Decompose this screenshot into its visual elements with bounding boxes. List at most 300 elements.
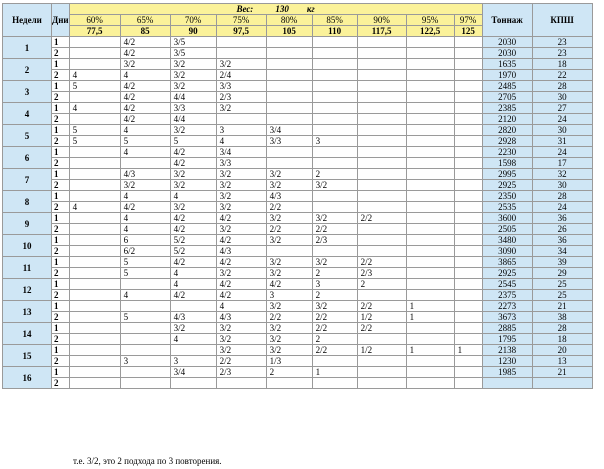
sets-reps-cell[interactable]: 3/4 [216,147,266,158]
sets-reps-cell[interactable] [69,279,120,290]
sets-reps-cell[interactable]: 3/2 [216,202,266,213]
sets-reps-cell[interactable] [454,92,482,103]
sets-reps-cell[interactable]: 2/2 [266,202,312,213]
week-number[interactable]: 12 [3,279,52,301]
sets-reps-cell[interactable]: 3 [120,356,170,367]
tonnage-cell[interactable]: 2350 [482,191,532,202]
sets-reps-cell[interactable] [69,323,120,334]
sets-reps-cell[interactable]: 3/2 [266,345,312,356]
sets-reps-cell[interactable]: 3/2 [216,334,266,345]
sets-reps-cell[interactable] [357,92,406,103]
sets-reps-cell[interactable] [216,48,266,59]
ksh-cell[interactable]: 31 [532,136,592,147]
sets-reps-cell[interactable] [454,114,482,125]
ksh-cell[interactable]: 21 [532,301,592,312]
weight-kg-header[interactable]: 105 [266,26,312,37]
sets-reps-cell[interactable] [266,246,312,257]
tonnage-cell[interactable]: 3865 [482,257,532,268]
day-number[interactable]: 2 [52,92,70,103]
sets-reps-cell[interactable] [454,147,482,158]
sets-reps-cell[interactable] [357,191,406,202]
ksh-cell[interactable]: 24 [532,202,592,213]
tonnage-cell[interactable]: 2030 [482,37,532,48]
sets-reps-cell[interactable]: 5 [120,257,170,268]
sets-reps-cell[interactable] [357,125,406,136]
week-number[interactable]: 11 [3,257,52,279]
percent-header[interactable]: 65% [120,15,170,26]
sets-reps-cell[interactable] [357,378,406,389]
weight-kg-header[interactable]: 97,5 [216,26,266,37]
day-number[interactable]: 2 [52,290,70,301]
sets-reps-cell[interactable] [406,114,454,125]
week-number[interactable]: 1 [3,37,52,59]
sets-reps-cell[interactable]: 3/3 [216,81,266,92]
sets-reps-cell[interactable] [357,224,406,235]
ksh-cell[interactable]: 28 [532,81,592,92]
sets-reps-cell[interactable]: 4/3 [216,312,266,323]
sets-reps-cell[interactable] [170,345,216,356]
sets-reps-cell[interactable] [120,334,170,345]
sets-reps-cell[interactable]: 4 [120,125,170,136]
sets-reps-cell[interactable]: 4/3 [266,191,312,202]
tonnage-cell[interactable]: 2705 [482,92,532,103]
sets-reps-cell[interactable] [170,301,216,312]
sets-reps-cell[interactable]: 4 [170,268,216,279]
sets-reps-cell[interactable]: 4 [120,213,170,224]
sets-reps-cell[interactable] [69,345,120,356]
sets-reps-cell[interactable]: 3/2 [216,103,266,114]
sets-reps-cell[interactable] [266,92,312,103]
weight-kg-header[interactable]: 85 [120,26,170,37]
ksh-cell[interactable]: 17 [532,158,592,169]
sets-reps-cell[interactable] [312,114,357,125]
sets-reps-cell[interactable] [266,378,312,389]
week-number[interactable]: 10 [3,235,52,257]
sets-reps-cell[interactable] [454,268,482,279]
tonnage-cell[interactable]: 2545 [482,279,532,290]
tonnage-cell[interactable]: 1795 [482,334,532,345]
ksh-cell[interactable]: 36 [532,213,592,224]
sets-reps-cell[interactable] [406,378,454,389]
sets-reps-cell[interactable]: 3/2 [216,345,266,356]
days-header[interactable]: Дни [52,4,70,37]
sets-reps-cell[interactable] [266,114,312,125]
ksh-cell[interactable]: 27 [532,103,592,114]
sets-reps-cell[interactable]: 1 [312,367,357,378]
day-number[interactable]: 2 [52,378,70,389]
sets-reps-cell[interactable]: 4/2 [216,213,266,224]
percent-header[interactable]: 90% [357,15,406,26]
tonnage-cell[interactable]: 2535 [482,202,532,213]
sets-reps-cell[interactable] [406,70,454,81]
week-number[interactable]: 3 [3,81,52,103]
sets-reps-cell[interactable] [454,279,482,290]
sets-reps-cell[interactable] [312,48,357,59]
sets-reps-cell[interactable] [454,378,482,389]
ksh-cell[interactable]: 24 [532,147,592,158]
sets-reps-cell[interactable] [69,290,120,301]
day-number[interactable]: 1 [52,257,70,268]
day-number[interactable]: 2 [52,268,70,279]
ksh-cell[interactable]: 23 [532,37,592,48]
day-number[interactable]: 1 [52,279,70,290]
sets-reps-cell[interactable]: 5 [69,81,120,92]
sets-reps-cell[interactable]: 2 [266,367,312,378]
percent-header[interactable]: 97% [454,15,482,26]
sets-reps-cell[interactable]: 3 [312,279,357,290]
sets-reps-cell[interactable] [406,37,454,48]
sets-reps-cell[interactable]: 4/3 [120,169,170,180]
ksh-cell[interactable]: 28 [532,323,592,334]
tonnage-cell[interactable]: 1598 [482,158,532,169]
sets-reps-cell[interactable]: 2/3 [312,235,357,246]
sets-reps-cell[interactable] [357,334,406,345]
sets-reps-cell[interactable] [406,356,454,367]
sets-reps-cell[interactable]: 3/5 [170,37,216,48]
sets-reps-cell[interactable] [454,334,482,345]
percent-header[interactable]: 70% [170,15,216,26]
week-number[interactable]: 2 [3,59,52,81]
sets-reps-cell[interactable]: 3/2 [312,180,357,191]
week-number[interactable]: 16 [3,367,52,389]
sets-reps-cell[interactable]: 4 [170,279,216,290]
week-number[interactable]: 9 [3,213,52,235]
sets-reps-cell[interactable] [406,180,454,191]
sets-reps-cell[interactable] [69,356,120,367]
sets-reps-cell[interactable] [312,81,357,92]
sets-reps-cell[interactable]: 2/2 [312,224,357,235]
sets-reps-cell[interactable]: 2/4 [216,70,266,81]
sets-reps-cell[interactable]: 3/5 [170,48,216,59]
sets-reps-cell[interactable] [120,367,170,378]
ksh-cell[interactable]: 21 [532,367,592,378]
ksh-cell[interactable]: 20 [532,345,592,356]
sets-reps-cell[interactable]: 1/3 [266,356,312,367]
tonnage-cell[interactable]: 2820 [482,125,532,136]
sets-reps-cell[interactable]: 4 [170,191,216,202]
sets-reps-cell[interactable] [454,224,482,235]
sets-reps-cell[interactable] [406,290,454,301]
sets-reps-cell[interactable] [454,81,482,92]
sets-reps-cell[interactable] [69,213,120,224]
day-number[interactable]: 2 [52,70,70,81]
sets-reps-cell[interactable]: 2 [357,279,406,290]
sets-reps-cell[interactable] [266,147,312,158]
tonnage-cell[interactable]: 2925 [482,268,532,279]
sets-reps-cell[interactable] [312,246,357,257]
sets-reps-cell[interactable]: 3/2 [216,191,266,202]
sets-reps-cell[interactable]: 4/2 [170,257,216,268]
sets-reps-cell[interactable] [357,246,406,257]
week-number[interactable]: 14 [3,323,52,345]
sets-reps-cell[interactable]: 4/2 [266,279,312,290]
sets-reps-cell[interactable]: 3/3 [266,136,312,147]
sets-reps-cell[interactable]: 1 [406,301,454,312]
sets-reps-cell[interactable]: 2/2 [357,301,406,312]
tonnage-cell[interactable]: 2030 [482,48,532,59]
weeks-header[interactable]: Недели [3,4,52,37]
sets-reps-cell[interactable]: 4/3 [216,246,266,257]
tonnage-cell[interactable]: 2273 [482,301,532,312]
sets-reps-cell[interactable]: 2 [312,268,357,279]
sets-reps-cell[interactable] [406,81,454,92]
sets-reps-cell[interactable] [69,48,120,59]
sets-reps-cell[interactable]: 3/2 [120,180,170,191]
sets-reps-cell[interactable] [357,235,406,246]
day-number[interactable]: 1 [52,125,70,136]
weight-kg-header[interactable]: 90 [170,26,216,37]
sets-reps-cell[interactable] [69,378,120,389]
sets-reps-cell[interactable] [69,235,120,246]
sets-reps-cell[interactable]: 2/3 [216,367,266,378]
day-number[interactable]: 1 [52,323,70,334]
sets-reps-cell[interactable] [312,147,357,158]
sets-reps-cell[interactable] [120,158,170,169]
ksh-cell[interactable]: 23 [532,48,592,59]
sets-reps-cell[interactable]: 3/2 [312,257,357,268]
ksh-cell[interactable]: 30 [532,125,592,136]
sets-reps-cell[interactable]: 2/3 [357,268,406,279]
day-number[interactable]: 2 [52,356,70,367]
tonnage-cell[interactable]: 2385 [482,103,532,114]
day-number[interactable]: 1 [52,81,70,92]
tonnage-cell[interactable]: 2885 [482,323,532,334]
tonnage-cell[interactable] [482,378,532,389]
sets-reps-cell[interactable] [120,345,170,356]
sets-reps-cell[interactable] [312,378,357,389]
ksh-cell[interactable]: 18 [532,59,592,70]
tonnage-cell[interactable]: 1635 [482,59,532,70]
week-number[interactable]: 7 [3,169,52,191]
sets-reps-cell[interactable] [357,367,406,378]
sets-reps-cell[interactable] [406,268,454,279]
sets-reps-cell[interactable] [454,125,482,136]
tonnage-cell[interactable]: 2925 [482,180,532,191]
sets-reps-cell[interactable] [406,224,454,235]
sets-reps-cell[interactable] [406,48,454,59]
day-number[interactable]: 2 [52,114,70,125]
sets-reps-cell[interactable]: 5 [120,312,170,323]
sets-reps-cell[interactable] [216,378,266,389]
sets-reps-cell[interactable] [120,323,170,334]
sets-reps-cell[interactable] [216,114,266,125]
sets-reps-cell[interactable]: 3/2 [266,301,312,312]
sets-reps-cell[interactable]: 2/2 [216,356,266,367]
sets-reps-cell[interactable] [266,48,312,59]
sets-reps-cell[interactable]: 3/3 [216,158,266,169]
sets-reps-cell[interactable] [406,235,454,246]
sets-reps-cell[interactable] [216,37,266,48]
sets-reps-cell[interactable]: 3/2 [266,257,312,268]
sets-reps-cell[interactable]: 3/2 [266,334,312,345]
weight-kg-header[interactable]: 125 [454,26,482,37]
sets-reps-cell[interactable] [357,59,406,70]
sets-reps-cell[interactable]: 4/4 [170,114,216,125]
ksh-cell[interactable]: 32 [532,169,592,180]
sets-reps-cell[interactable] [406,213,454,224]
tonnage-cell[interactable]: 2230 [482,147,532,158]
sets-reps-cell[interactable] [406,92,454,103]
sets-reps-cell[interactable]: 3/2 [170,180,216,191]
sets-reps-cell[interactable] [69,367,120,378]
sets-reps-cell[interactable] [406,334,454,345]
sets-reps-cell[interactable]: 2/2 [357,257,406,268]
ksh-cell[interactable]: 13 [532,356,592,367]
ksh-cell[interactable]: 18 [532,334,592,345]
sets-reps-cell[interactable] [120,378,170,389]
sets-reps-cell[interactable] [357,81,406,92]
day-number[interactable]: 2 [52,246,70,257]
sets-reps-cell[interactable]: 3/2 [120,59,170,70]
day-number[interactable]: 1 [52,213,70,224]
sets-reps-cell[interactable] [69,312,120,323]
sets-reps-cell[interactable] [357,103,406,114]
sets-reps-cell[interactable] [69,268,120,279]
sets-reps-cell[interactable]: 4/2 [120,48,170,59]
ksh-cell[interactable]: 34 [532,246,592,257]
sets-reps-cell[interactable]: 4 [216,301,266,312]
sets-reps-cell[interactable]: 5 [69,125,120,136]
sets-reps-cell[interactable]: 1 [406,312,454,323]
ksh-cell[interactable]: 30 [532,92,592,103]
sets-reps-cell[interactable] [454,103,482,114]
sets-reps-cell[interactable] [406,323,454,334]
sets-reps-cell[interactable] [357,114,406,125]
sets-reps-cell[interactable] [454,37,482,48]
sets-reps-cell[interactable] [69,180,120,191]
percent-header[interactable]: 80% [266,15,312,26]
sets-reps-cell[interactable] [266,158,312,169]
ksh-cell[interactable]: 29 [532,268,592,279]
sets-reps-cell[interactable] [406,158,454,169]
sets-reps-cell[interactable] [69,37,120,48]
sets-reps-cell[interactable] [454,191,482,202]
sets-reps-cell[interactable] [406,147,454,158]
sets-reps-cell[interactable] [454,301,482,312]
sets-reps-cell[interactable] [357,169,406,180]
sets-reps-cell[interactable] [312,202,357,213]
sets-reps-cell[interactable]: 3/4 [266,125,312,136]
percent-header[interactable]: 75% [216,15,266,26]
sets-reps-cell[interactable] [357,147,406,158]
sets-reps-cell[interactable] [454,158,482,169]
tonnage-cell[interactable]: 2505 [482,224,532,235]
sets-reps-cell[interactable] [454,136,482,147]
sets-reps-cell[interactable]: 1 [454,345,482,356]
sets-reps-cell[interactable]: 4 [69,70,120,81]
sets-reps-cell[interactable] [312,37,357,48]
sets-reps-cell[interactable]: 4/3 [170,312,216,323]
sets-reps-cell[interactable] [266,81,312,92]
sets-reps-cell[interactable]: 4 [69,103,120,114]
sets-reps-cell[interactable]: 4 [120,224,170,235]
sets-reps-cell[interactable]: 4/2 [170,158,216,169]
sets-reps-cell[interactable]: 3/2 [266,323,312,334]
sets-reps-cell[interactable] [454,257,482,268]
ksh-cell[interactable]: 25 [532,279,592,290]
sets-reps-cell[interactable]: 4 [120,147,170,158]
sets-reps-cell[interactable] [312,191,357,202]
weight-kg-header[interactable]: 117,5 [357,26,406,37]
sets-reps-cell[interactable] [69,301,120,312]
tonnage-cell[interactable]: 3673 [482,312,532,323]
sets-reps-cell[interactable]: 2 [312,334,357,345]
sets-reps-cell[interactable] [406,367,454,378]
sets-reps-cell[interactable]: 3 [266,290,312,301]
sets-reps-cell[interactable] [454,202,482,213]
sets-reps-cell[interactable] [69,191,120,202]
tonnage-cell[interactable]: 3600 [482,213,532,224]
sets-reps-cell[interactable] [312,70,357,81]
sets-reps-cell[interactable]: 3/2 [266,235,312,246]
sets-reps-cell[interactable]: 4/2 [120,81,170,92]
sets-reps-cell[interactable]: 3 [216,125,266,136]
day-number[interactable]: 2 [52,312,70,323]
sets-reps-cell[interactable] [69,246,120,257]
sets-reps-cell[interactable]: 2/2 [312,312,357,323]
sets-reps-cell[interactable]: 1 [406,345,454,356]
sets-reps-cell[interactable]: 4/2 [120,37,170,48]
sets-reps-cell[interactable] [454,356,482,367]
sets-reps-cell[interactable]: 5 [120,268,170,279]
day-number[interactable]: 2 [52,136,70,147]
sets-reps-cell[interactable] [266,103,312,114]
sets-reps-cell[interactable]: 1/2 [357,312,406,323]
sets-reps-cell[interactable] [312,356,357,367]
ksh-header[interactable]: КПШ [532,4,592,37]
sets-reps-cell[interactable]: 3/2 [216,59,266,70]
sets-reps-cell[interactable] [120,301,170,312]
sets-reps-cell[interactable]: 3/2 [170,125,216,136]
weight-kg-header[interactable]: 110 [312,26,357,37]
tonnage-cell[interactable]: 1985 [482,367,532,378]
sets-reps-cell[interactable] [357,180,406,191]
ksh-cell[interactable]: 25 [532,290,592,301]
week-number[interactable]: 4 [3,103,52,125]
sets-reps-cell[interactable]: 5 [120,136,170,147]
sets-reps-cell[interactable] [406,59,454,70]
percent-header[interactable]: 95% [406,15,454,26]
tonnage-cell[interactable]: 2120 [482,114,532,125]
sets-reps-cell[interactable]: 3/2 [266,180,312,191]
sets-reps-cell[interactable]: 3/2 [266,268,312,279]
sets-reps-cell[interactable]: 2/2 [266,224,312,235]
sets-reps-cell[interactable]: 3/2 [170,70,216,81]
ksh-cell[interactable] [532,378,592,389]
sets-reps-cell[interactable]: 1/2 [357,345,406,356]
day-number[interactable]: 1 [52,147,70,158]
sets-reps-cell[interactable]: 3/2 [312,301,357,312]
sets-reps-cell[interactable] [406,125,454,136]
sets-reps-cell[interactable]: 4/2 [216,257,266,268]
day-number[interactable]: 1 [52,301,70,312]
sets-reps-cell[interactable] [69,114,120,125]
sets-reps-cell[interactable]: 3/2 [266,213,312,224]
sets-reps-cell[interactable] [454,59,482,70]
sets-reps-cell[interactable]: 4/2 [216,279,266,290]
sets-reps-cell[interactable] [357,158,406,169]
sets-reps-cell[interactable] [454,246,482,257]
sets-reps-cell[interactable] [266,59,312,70]
sets-reps-cell[interactable] [266,37,312,48]
sets-reps-cell[interactable]: 4/2 [170,213,216,224]
day-number[interactable]: 2 [52,224,70,235]
sets-reps-cell[interactable] [69,334,120,345]
day-number[interactable]: 1 [52,235,70,246]
tonnage-cell[interactable]: 2375 [482,290,532,301]
sets-reps-cell[interactable] [406,202,454,213]
sets-reps-cell[interactable] [406,279,454,290]
